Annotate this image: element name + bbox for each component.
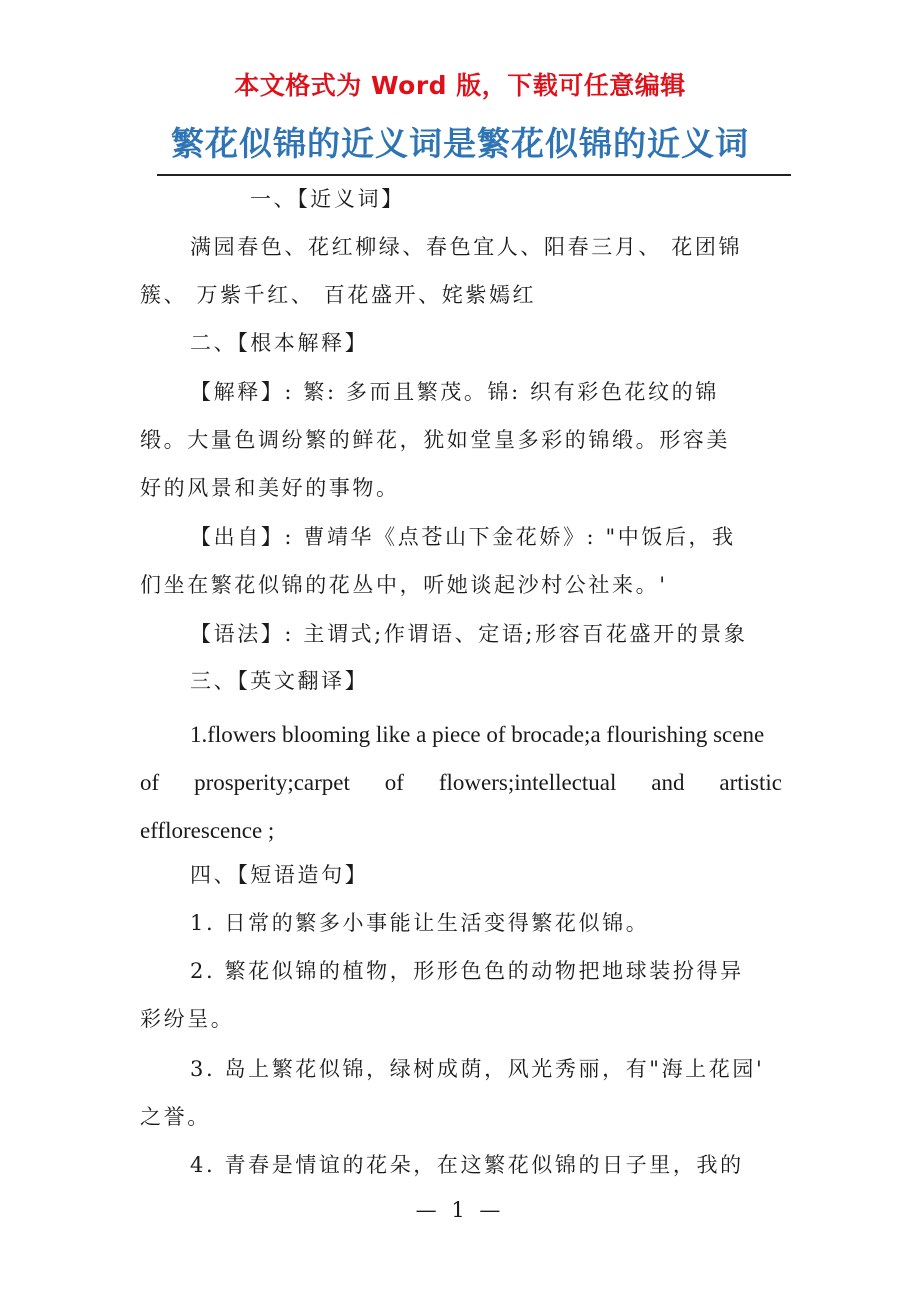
section-heading-synonyms: 一、【近义词】: [250, 187, 405, 211]
english-word: flowers;intellectual: [438, 770, 617, 795]
explanation-line-2: 缎。大量色调纷繁的鲜花，犹如堂皇多彩的锦缎。形容美: [140, 428, 730, 452]
english-word: prosperity;carpet: [194, 770, 350, 795]
source-line-2: 们坐在繁花似锦的花丛中，听她谈起沙村公社来。': [140, 573, 668, 597]
sentence-4-line-1: 4. 青春是情谊的花朵，在这繁花似锦的日子里，我的: [190, 1153, 744, 1177]
english-word: of: [140, 770, 160, 795]
title-divider: [157, 174, 791, 176]
section-heading-english: 三、【英文翻译】: [190, 669, 369, 693]
synonyms-line-1: 满园春色、花红柳绿、春色宜人、阳春三月、 花团锦: [190, 235, 743, 259]
section-heading-basic-explanation: 二、【根本解释】: [190, 331, 369, 355]
english-word: artistic: [719, 770, 782, 795]
sentence-3-line-1: 3. 岛上繁花似锦，绿树成荫，风光秀丽，有"海上花园': [190, 1057, 765, 1081]
sentence-1: 1. 日常的繁多小事能让生活变得繁花似锦。: [190, 911, 650, 935]
explanation-line-3: 好的风景和美好的事物。: [140, 476, 400, 500]
english-word: of: [384, 770, 404, 795]
sentence-3-line-2: 之誉。: [140, 1105, 211, 1129]
explanation-line-1: 【解释】: 繁: 多而且繁茂。锦: 织有彩色花纹的锦: [190, 380, 719, 404]
sentence-2-line-2: 彩纷呈。: [140, 1007, 235, 1031]
sentence-2-line-1: 2. 繁花似锦的植物，形形色色的动物把地球装扮得异: [190, 959, 744, 983]
english-word: and: [651, 770, 685, 795]
grammar-line: 【语法】: 主谓式;作谓语、定语;形容百花盛开的景象: [190, 622, 748, 646]
page-title: 繁花似锦的近义词是繁花似锦的近义词: [171, 124, 749, 163]
download-banner: 本文格式为 Word 版，下载可任意编辑: [234, 71, 686, 100]
page-number: — 1 —: [415, 1198, 505, 1222]
english-line-2: [140, 768, 782, 798]
section-heading-sentences: 四、【短语造句】: [190, 863, 369, 887]
english-line-3: efflorescence ;: [140, 818, 275, 843]
source-line-1: 【出自】: 曹靖华《点苍山下金花娇》: "中饭后，我: [190, 525, 736, 549]
synonyms-line-2: 簇、 万紫千红、 百花盛开、姹紫嫣红: [140, 283, 537, 307]
english-line-1: 1.flowers blooming like a piece of brocade;a flourishing scene: [190, 722, 765, 747]
